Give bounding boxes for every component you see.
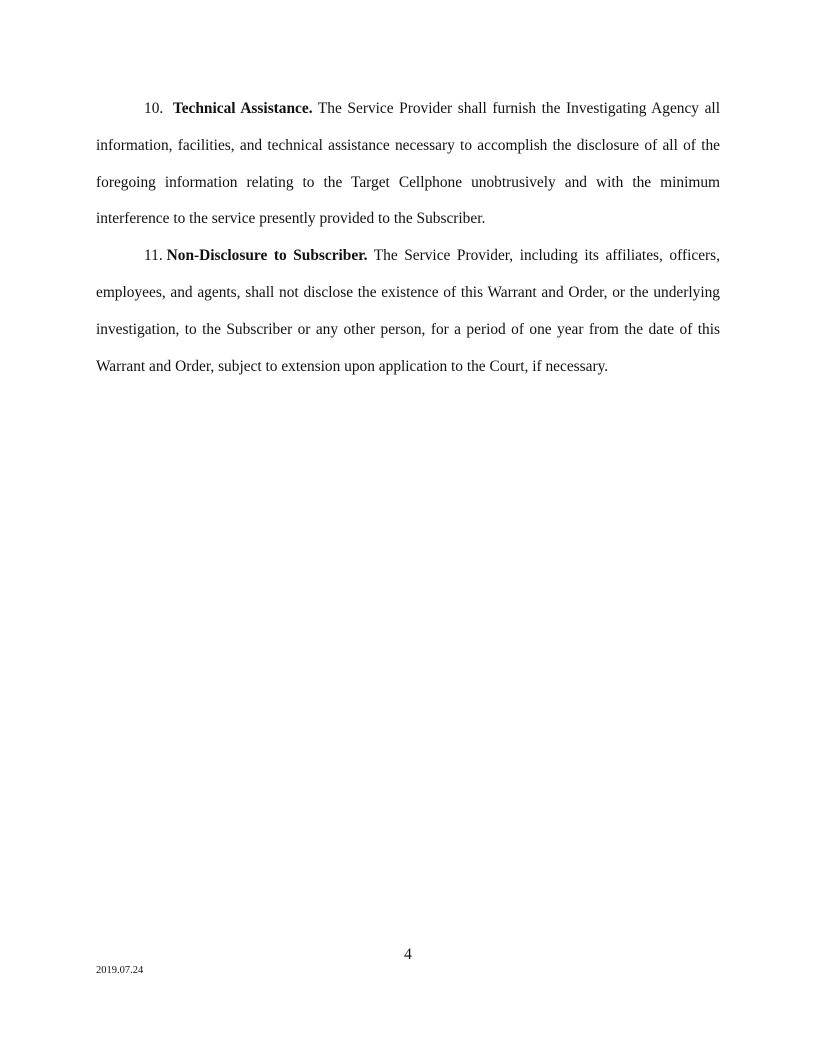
paragraph-non-disclosure: [96, 238, 720, 385]
footer-date: 2019.07.24: [96, 965, 144, 976]
paragraph-heading: Non-Disclosure to Subscriber.: [166, 247, 368, 265]
paragraph-text: The Service Provider, including its affiliates, officers, employees, and agents, shall not disclose the existence of this Warrant and Order, or the underlying investigation, to the Subscriber or any other person, for a period of one year from the date of this Warrant and Order, subject to extension upon application to the Court, if necessary.: [96, 247, 720, 375]
document-body: [96, 91, 720, 385]
paragraph-technical-assistance: [96, 91, 720, 238]
paragraph-text: The Service Provider shall furnish the Investigating Agency all information, facilities, and technical assistance necessary to accomplish the disclosure of all of the foregoing information relating to the Target Cellphone unobtrusively and with the minimum interference to the service presently provided to the Subscriber.: [96, 100, 720, 228]
page-number: 4: [404, 946, 412, 963]
paragraph-number: 11.: [144, 247, 163, 265]
paragraph-number: 10.: [144, 100, 164, 117]
paragraph-heading: Technical Assistance.: [172, 100, 313, 117]
